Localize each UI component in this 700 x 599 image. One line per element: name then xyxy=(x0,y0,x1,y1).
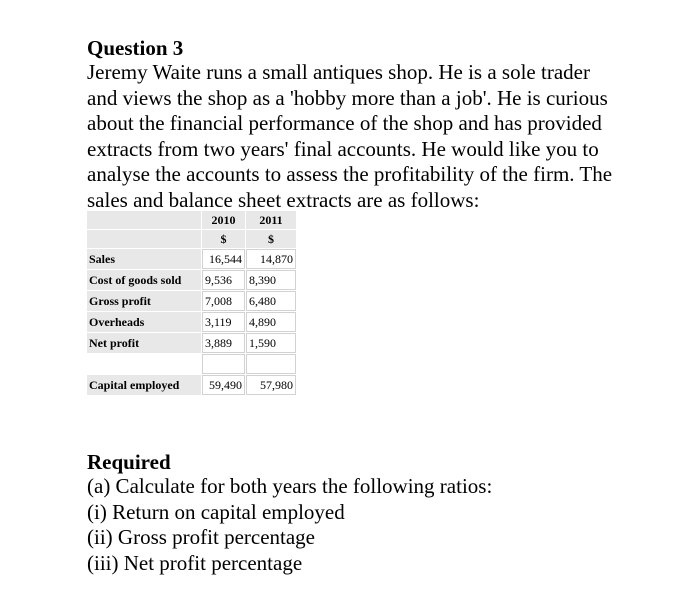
value-2010: 59,490 xyxy=(202,375,245,395)
required-title: Required xyxy=(87,450,171,474)
currency-2010-header: $ xyxy=(202,230,245,248)
value-2010: 9,536 xyxy=(202,270,245,290)
spacer-cell xyxy=(87,354,201,374)
required-item: (iii) Net profit percentage xyxy=(87,550,303,575)
table-row xyxy=(87,375,296,395)
header-blank-cell xyxy=(87,230,201,248)
spacer-cell xyxy=(202,354,245,374)
value-2010: 7,008 xyxy=(202,291,245,311)
row-label: Cost of goods sold xyxy=(87,270,201,290)
header-blank-cell xyxy=(87,211,201,229)
row-label: Sales xyxy=(87,249,201,269)
value-2010: 3,119 xyxy=(202,312,245,332)
accounts-table xyxy=(86,210,297,396)
required-item: (a) Calculate for both years the following ratios: xyxy=(87,474,493,498)
question-line: extracts from two years' final accounts. He would like you to xyxy=(87,136,599,161)
question-line: sales and balance sheet extracts are as follows: xyxy=(87,187,480,212)
currency-2011-header: $ xyxy=(246,230,296,248)
year-2011-header: 2011 xyxy=(246,211,296,229)
value-2011: 4,890 xyxy=(246,312,296,332)
spacer-cell xyxy=(246,354,296,374)
value-2011: 1,590 xyxy=(246,333,296,353)
question-line: analyse the accounts to assess the profitability of the firm. The xyxy=(87,162,613,186)
required-item: (i) Return on capital employed xyxy=(87,499,345,524)
question-line: and views the shop as a 'hobby more than a job'. He is curious xyxy=(87,85,608,110)
required-list xyxy=(87,474,492,576)
row-label: Gross profit xyxy=(87,291,201,311)
value-2010: 16,544 xyxy=(202,249,245,269)
year-2010-header: 2010 xyxy=(202,211,245,229)
question-line: Jeremy Waite runs a small antiques shop. He is a sole trader xyxy=(87,60,590,84)
table-row xyxy=(87,249,296,269)
required-item: (ii) Gross profit percentage xyxy=(87,525,315,549)
table-header-currency xyxy=(87,230,296,248)
accounts-table-wrapper xyxy=(86,210,297,396)
value-2011: 57,980 xyxy=(246,375,296,395)
question-title: Question 3 xyxy=(87,36,184,60)
table-row xyxy=(87,291,296,311)
table-spacer-row xyxy=(87,354,296,374)
value-2011: 14,870 xyxy=(246,249,296,269)
table-row xyxy=(87,312,296,332)
question-line: about the financial performance of the shop and has provided xyxy=(87,111,602,135)
row-label: Overheads xyxy=(87,312,201,332)
table-header-years xyxy=(87,211,296,229)
value-2010: 3,889 xyxy=(202,333,245,353)
value-2011: 6,480 xyxy=(246,291,296,311)
table-row xyxy=(87,333,296,353)
table-row xyxy=(87,270,296,290)
row-label: Net profit xyxy=(87,333,201,353)
question-body xyxy=(87,60,647,213)
row-label: Capital employed xyxy=(87,375,201,395)
value-2011: 8,390 xyxy=(246,270,296,290)
